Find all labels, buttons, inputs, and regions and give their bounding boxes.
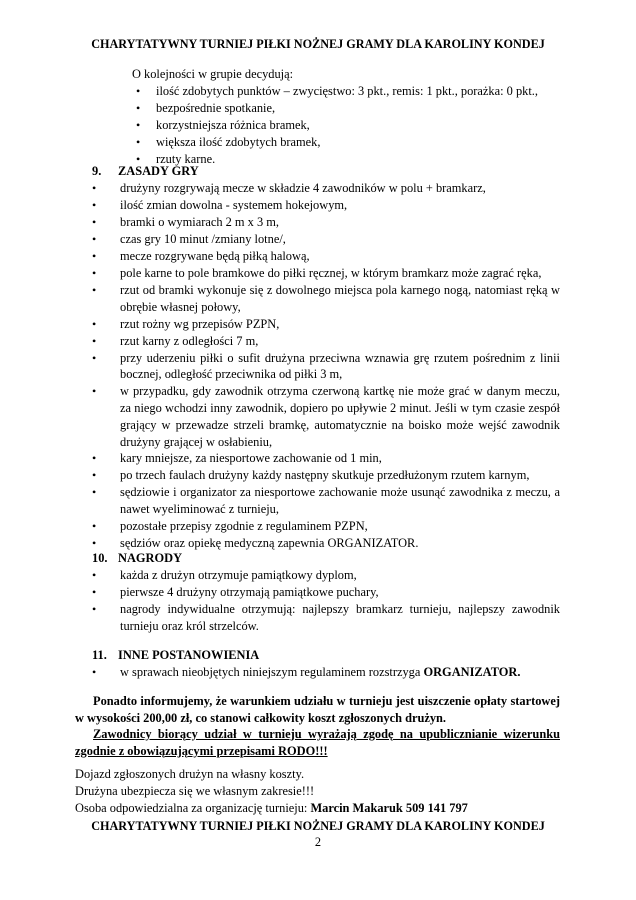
bullet-icon: • xyxy=(92,215,97,229)
bullet-icon: • xyxy=(92,232,97,246)
section-10-list xyxy=(92,567,560,635)
bullet-icon: • xyxy=(92,451,97,466)
list-item: • rzut karny z odległości 7 m, xyxy=(92,333,259,348)
ranking-list xyxy=(132,83,572,168)
travel-note: Dojazd zgłoszonych drużyn na własny koszty. xyxy=(75,767,305,781)
bullet-icon: • xyxy=(92,249,97,263)
bullet-icon: • xyxy=(92,602,97,616)
insurance-note: Drużyna ubezpiecza się we własnym zakresie!!! xyxy=(75,783,315,798)
list-item: • sędziowie i organizator za niesportowe zachowanie może usunąć zawodnika z meczu, a nawet wyeliminować z turnieju, xyxy=(92,485,560,517)
bullet-icon: • xyxy=(136,118,141,132)
list-item: • po trzech faulach drużyny każdy następny skutkuje przedłużonym rzutem karnym, xyxy=(92,468,530,483)
list-item: • bezpośrednie spotkanie, xyxy=(136,101,276,115)
bullet-icon: • xyxy=(92,485,97,500)
list-item: • rzut od bramki wykonuje się z dowolnego miejsca pola karnego nogą, natomiast ręką w obrębie własnej połowy, xyxy=(92,283,560,314)
page-number: 2 xyxy=(314,835,322,849)
list-item: • mecze rozgrywane będą piłką halową, xyxy=(92,249,310,263)
bullet-icon: • xyxy=(92,198,97,212)
bullet-icon: • xyxy=(92,518,97,533)
bullet-icon: • xyxy=(92,468,97,483)
bullet-icon: • xyxy=(92,283,97,297)
list-item: • większa ilość zdobytych bramek, xyxy=(136,135,321,149)
bullet-icon: • xyxy=(92,266,97,280)
bullet-icon: • xyxy=(136,135,141,149)
rodo-notice: Zawodnicy biorący udział w turnieju wyrażają zgodę na upublicznianie wizerunku zgodnie z obowiązującymi przepisami RODO!!! xyxy=(75,727,560,758)
list-item: • czas gry 10 minut /zmiany lotne/, xyxy=(92,232,286,246)
list-item: • drużyny rozgrywają mecze w składzie 4 zawodników w polu + bramkarz, xyxy=(92,181,486,195)
list-item: • ilość zdobytych punktów – zwycięstwo: 3 pkt., remis: 1 pkt., porażka: 0 pkt., xyxy=(136,84,538,98)
bullet-icon: • xyxy=(92,333,97,348)
ranking-criteria xyxy=(132,66,572,168)
section-11-list xyxy=(92,664,560,681)
list-item: • bramki o wymiarach 2 m x 3 m, xyxy=(92,215,279,229)
bullet-icon: • xyxy=(92,316,97,331)
page-footer-title: CHARYTATYWNY TURNIEJ PIŁKI NOŻNEJ GRAMY DLA KAROLINY KONDEJ xyxy=(91,819,545,833)
bullet-icon: • xyxy=(92,665,97,679)
list-item: • pierwsze 4 drużyny otrzymają pamiątkowe puchary, xyxy=(92,585,379,599)
bullet-icon: • xyxy=(92,384,97,399)
section-9-heading: 9. ZASADY GRY xyxy=(92,164,199,178)
organizational-notes xyxy=(75,766,575,816)
list-item: • pozostałe przepisy zgodnie z regulaminem PZPN, xyxy=(92,518,368,533)
list-item: • w sprawach nieobjętych niniejszym regulaminem rozstrzyga ORGANIZATOR. xyxy=(92,665,521,679)
list-item: • nagrody indywidualne otrzymują: najlepszy bramkarz turnieju, najlepszy zawodnik turnieju oraz król strzelców. xyxy=(92,602,560,633)
list-item: • pole karne to pole bramkowe do piłki ręcznej, w którym bramkarz może zagrać ręka, xyxy=(92,266,542,280)
list-item: • każda z drużyn otrzymuje pamiątkowy dyplom, xyxy=(92,568,357,582)
contact-person: Marcin Makaruk 509 141 797 xyxy=(310,800,468,815)
ranking-lead: O kolejności w grupie decydują: xyxy=(132,67,294,81)
list-item: • rzuty karne. xyxy=(136,152,216,166)
bullet-icon: • xyxy=(92,568,97,582)
section-9-list xyxy=(92,180,560,552)
list-item: • sędziów oraz opiekę medyczną zapewnia ORGANIZATOR. xyxy=(92,535,419,550)
bullet-icon: • xyxy=(92,535,97,550)
list-item: • ilość zmian dowolna - systemem hokejowym, xyxy=(92,198,348,212)
bullet-icon: • xyxy=(136,84,141,98)
section-10-heading: 10. NAGRODY xyxy=(92,551,183,565)
list-item: • przy uderzeniu piłki o sufit drużyna przeciwna wznawia grę rzutem pośrednim z linii bocznej, odległość przeciwnika od piłki 3 m, xyxy=(92,350,560,382)
section-11-heading: 11. INNE POSTANOWIENIA xyxy=(92,648,260,662)
list-item: • korzystniejsza różnica bramek, xyxy=(136,118,310,132)
contact-note: Osoba odpowiedzialna za organizację turnieju: Marcin Makaruk 509 141 797 xyxy=(75,800,468,815)
bullet-icon: • xyxy=(92,585,97,599)
bullet-icon: • xyxy=(136,101,141,115)
list-item: • rzut rożny wg przepisów PZPN, xyxy=(92,316,280,331)
list-item: • w przypadku, gdy zawodnik otrzyma czerwoną kartkę nie może grać w danym meczu, za niego wchodzi inny zawodnik, dopiero po upływie 2 minut. Jeśli w tym czasie zespół grający w przewadze strzeli bramkę, automatycznie na boisko może wejść zawodnik drużyny grającej w osłabieniu, xyxy=(92,384,560,449)
bullet-icon: • xyxy=(136,152,141,166)
bullet-icon: • xyxy=(92,181,97,195)
fee-notice: Ponadto informujemy, że warunkiem udziału w turnieju jest uiszczenie opłaty startowej w wysokości 200,00 zł, co stanowi całkowity koszt zgłoszonych drużyn. xyxy=(75,694,560,725)
bullet-icon: • xyxy=(92,350,97,365)
list-item: • kary mniejsze, za niesportowe zachowanie od 1 min, xyxy=(92,451,382,466)
page-header: CHARYTATYWNY TURNIEJ PIŁKI NOŻNEJ GRAMY DLA KAROLINY KONDEJ xyxy=(91,37,545,51)
